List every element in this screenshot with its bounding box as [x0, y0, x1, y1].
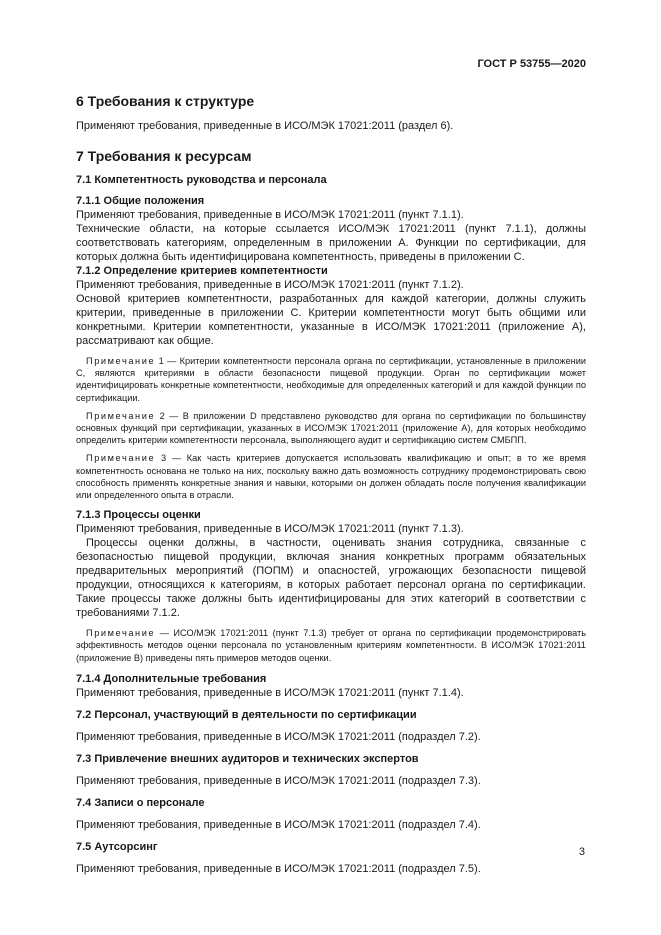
note-1-label: Примечание [86, 356, 156, 366]
section-7-2-p1: Применяют требования, приведенные в ИСО/МЭК 17021:2011 (подраздел 7.2). [76, 730, 481, 743]
page-number: 3 [578, 846, 585, 858]
section-7-3-title: 7.3 Привлечение внешних аудиторов и технических экспертов [76, 752, 419, 765]
section-7-1-title: 7.1 Компетентность руководства и персонала [76, 174, 327, 186]
section-7-5-p1: Применяют требования, приведенные в ИСО/МЭК 17021:2011 (подраздел 7.5). [76, 862, 481, 875]
note-2-label: Примечание [86, 410, 156, 421]
note-2-text: 2 — В приложении D представлено руководство для органа по сертификации по большинству основных функций при сертификации, указанных в ИСО/МЭК 17021:2011 (приложение А), для которых необходимо определить критерии компетентности персонала, выполняющего аудит и сертификацию систем СМБПП. [76, 410, 586, 446]
section-7-5-title: 7.5 Аутсорсинг [76, 840, 158, 853]
section-7-1-3-p1: Применяют требования, приведенные в ИСО/МЭК 17021:2011 (пункт 7.1.3). [76, 523, 464, 536]
section-7-1-1-title: 7.1.1 Общие положения [76, 195, 205, 207]
note-1 [76, 355, 586, 404]
note-3-label: Примечание [86, 453, 156, 464]
section-7-4-title: 7.4 Записи о персонале [76, 796, 205, 809]
page-content [76, 92, 586, 876]
note-713-label: Примечание [86, 628, 156, 639]
section-6-title: 6 Требования к структуре [76, 93, 255, 109]
section-7-1-4-title: 7.1.4 Дополнительные требования [76, 672, 267, 685]
note-713 [76, 627, 586, 664]
document-id: ГОСТ Р 53755—2020 [477, 58, 586, 70]
section-7-3-p1: Применяют требования, приведенные в ИСО/МЭК 17021:2011 (подраздел 7.3). [76, 774, 481, 787]
section-7-1-1-p1: Применяют требования, приведенные в ИСО/МЭК 17021:2011 (пункт 7.1.1). [76, 209, 464, 221]
note-713-text: — ИСО/МЭК 17021:2011 (пункт 7.1.3) требует от органа по сертификации продемонстрировать эффективность методов оценки персонала по установленным критериям компетентности. В ИСО/МЭК 17021:2011 (приложение В) приведены пять примеров методов оценки. [76, 628, 586, 663]
section-7-1-2-p1: Применяют требования, приведенные в ИСО/МЭК 17021:2011 (пункт 7.1.2). [76, 279, 464, 291]
note-3-text: 3 — Как часть критериев допускается использовать квалификацию и опыт; в то же время компетентность основана не только на них, поскольку важно дать возможность сотруднику продемонстрировать свою способность применять конкретные знания и навыки, которыми он должен обладать после получения квалификации или определенного опыта в отрасли. [76, 453, 586, 501]
section-7-1-1-p2: Технические области, на которые ссылается ИСО/МЭК 17021:2011 (пункт 7.1.1), должны соответствовать категориям, определенным в приложении А. Функции по сертификации, для которых должна быть идентифицирована компетентность, приведены в приложении С. [76, 223, 586, 263]
section-6-body: Применяют требования, приведенные в ИСО/МЭК 17021:2011 (раздел 6). [76, 120, 454, 132]
section-7-1-2-p2: Основой критериев компетентности, разработанных для каждой категории, должны служить критерии, приведенные в приложении С. Критерии компетентности могут быть общими или конкретными. Критерии компетентности, указанные в ИСО/МЭК 17021:2011 (приложение А), рассматривают как общие. [76, 293, 586, 347]
note-3 [76, 452, 586, 501]
section-7-title: 7 Требования к ресурсам [76, 148, 252, 164]
section-7-1-3-title: 7.1.3 Процессы оценки [76, 509, 201, 522]
section-7-4-p1: Применяют требования, приведенные в ИСО/МЭК 17021:2011 (подраздел 7.4). [76, 818, 481, 831]
section-7-1-3-p2: Процессы оценки должны, в частности, оценивать знания сотрудника, связанные с безопасностью пищевой продукции, включая знания конкретных программ обязательных предварительных мероприятий (ПОПМ) и опасностей, угрожающих безопасности пищевой продукции, относящихся к категориям, в которых работает персонал органа по сертификации. Такие процессы также должны быть идентифицированы для этих категорий в соответствии с требованиями 7.1.2. [76, 537, 586, 620]
section-7-1-4-p1: Применяют требования, приведенные в ИСО/МЭК 17021:2011 (пункт 7.1.4). [76, 686, 464, 699]
section-7-1-2-title: 7.1.2 Определение критериев компетентности [76, 265, 328, 277]
note-2 [76, 410, 586, 447]
note-1-text: 1 — Критерии компетентности персонала органа по сертификации, установленные в приложении С, являются критериями в области безопасности пищевой продукции. Орган по сертификации может идентифицировать конкретные компетентности, необходимые для определенных категорий и для каждой функции по сертификации. [76, 356, 586, 403]
section-7-2-title: 7.2 Персонал, участвующий в деятельности по сертификации [76, 708, 417, 721]
